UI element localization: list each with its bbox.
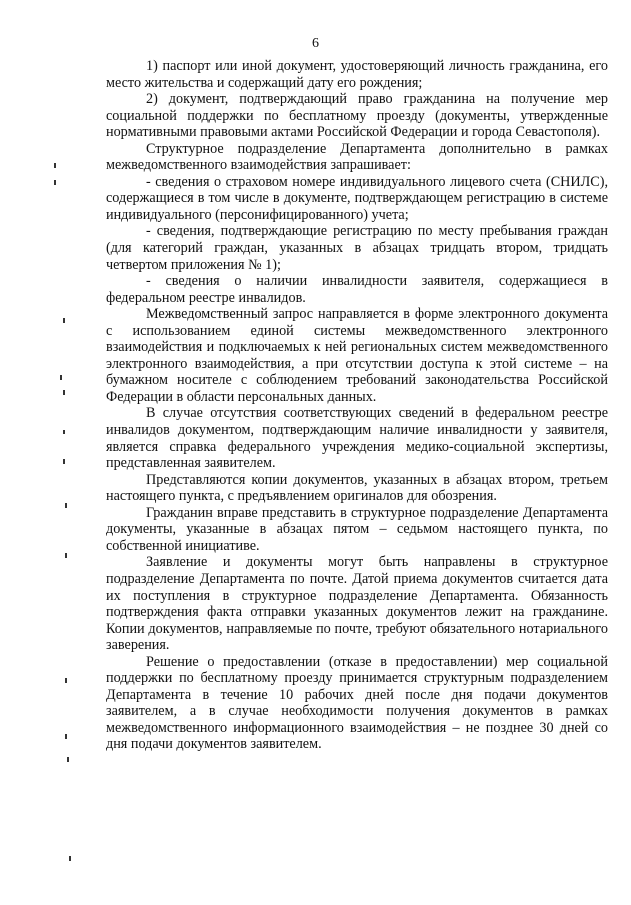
paragraph-electronic-request: Межведомственный запрос направляется в форме электронного документа с использованием единой системы межведомственного электронного взаимодействия и подключаемых к ней региональных систем межведомственного электронного взаимодействия, а при отсутствии доступа к этой системе – на бумажном носителе с соблюдением требований законодательства Российской Федерации в области персональных данных.: [106, 306, 608, 405]
scan-mark: [54, 180, 56, 185]
paragraph-decision: Решение о предоставлении (отказе в предоставлении) мер социальной поддержки по бесплатному проезду принимается структурным подразделением Департамента в течение 10 рабочих дней после дня подачи документов заявителем, а в случае необходимости получения документов в рамках межведомственного информационного взаимодействия – не позднее 30 дней со дня подачи документов заявителем.: [106, 653, 608, 753]
paragraph-registration: - сведения, подтверждающие регистрацию по месту пребывания граждан (для категорий граждан, указанных в абзацах тридцать втором, тридцать четвертом приложения № 1);: [106, 223, 608, 273]
paragraph-own-initiative: Гражданин вправе представить в структурное подразделение Департамента документы, указанные в абзацах пятом – седьмом настоящего пункта, по собственной инициативе.: [106, 504, 608, 554]
scan-mark: [67, 757, 69, 762]
scan-mark: [65, 678, 67, 683]
scan-mark: [63, 318, 65, 323]
scan-mark: [63, 390, 65, 395]
scan-mark: [69, 856, 71, 861]
paragraph-passport: 1) паспорт или иной документ, удостоверяющий личность гражданина, его место жительства и содержащий дату его рождения;: [106, 58, 608, 91]
scan-mark: [54, 163, 56, 168]
scan-mark: [65, 553, 67, 558]
paragraph-copies: Представляются копии документов, указанных в абзацах втором, третьем настоящего пункта, с предъявлением оригиналов для обозрения.: [106, 471, 608, 505]
scan-mark: [60, 375, 62, 380]
scan-mark: [65, 503, 67, 508]
scan-mark: [63, 430, 65, 434]
paragraph-postal-delivery: Заявление и документы могут быть направлены в структурное подразделение Департамента по почте. Датой приема документов считается дата их поступления в структурное подразделение Департамента. Обязанность подтверждения факта отправки указанных документов лежит на гражданине. Копии документов, направляемые по почте, требуют обязательного нотариального заверения.: [106, 554, 608, 654]
paragraph-mse-certificate: В случае отсутствия соответствующих сведений в федеральном реестре инвалидов документом, подтверждающим наличие инвалидности у заявителя, является справка федерального учреждения медико-социальной экспертизы, представленная заявителем.: [106, 405, 608, 472]
page-number: 6: [312, 36, 319, 51]
document-body: [106, 58, 608, 753]
paragraph-rights-document: 2) документ, подтверждающий право гражданина на получение мер социальной поддержки по бесплатному проезду (документы, утвержденные нормативными правовыми актами Российской Федерации и города Севастополя).: [106, 91, 608, 141]
paragraph-interagency-request: Структурное подразделение Департамента дополнительно в рамках межведомственного взаимодействия запрашивает:: [106, 140, 608, 174]
paragraph-snils: - сведения о страховом номере индивидуального лицевого счета (СНИЛС), содержащиеся в том числе в документе, подтверждающем регистрацию в системе индивидуального (персонифицированного) учета;: [106, 173, 608, 223]
scan-mark: [63, 459, 65, 464]
scan-mark: [65, 734, 67, 739]
paragraph-disability: - сведения о наличии инвалидности заявителя, содержащиеся в федеральном реестре инвалидов.: [106, 273, 608, 306]
